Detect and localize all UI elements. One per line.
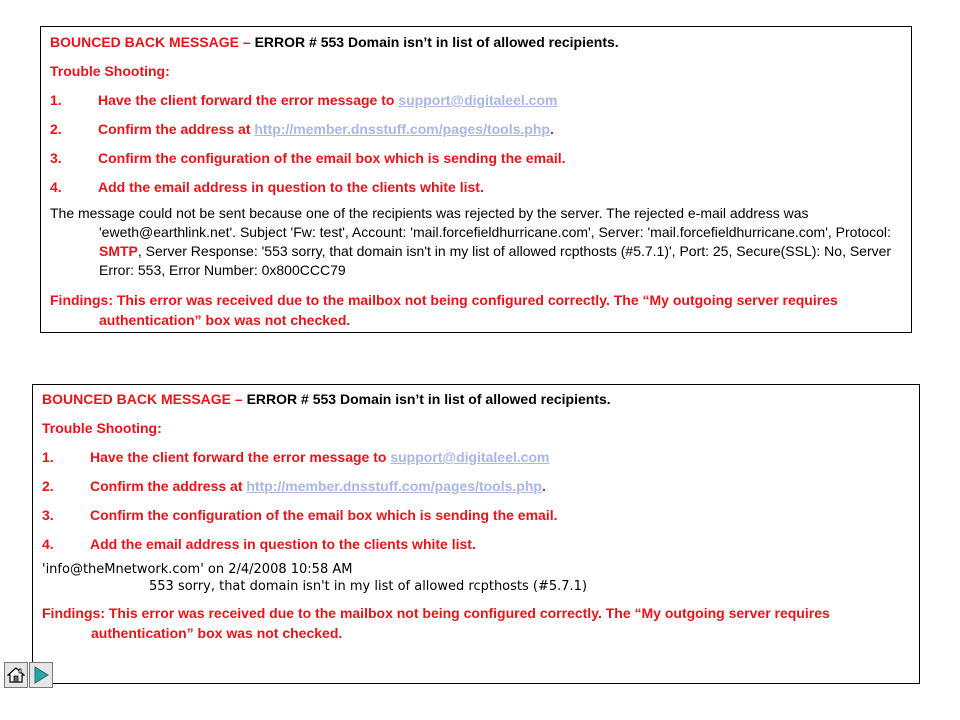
home-button[interactable] (4, 662, 28, 688)
step-4 (42, 536, 911, 553)
home-icon (7, 666, 25, 684)
step-3 (50, 150, 903, 167)
step-number: 1. (42, 449, 54, 465)
error-message-paragraph (50, 204, 903, 280)
step-2-text: Confirm the address at (90, 478, 247, 494)
next-slide-button[interactable] (29, 662, 53, 688)
step-2-end: . (549, 121, 554, 137)
step-2 (50, 121, 903, 138)
step-1-text: Have the client forward the error message to (90, 449, 391, 465)
slide-navigation (4, 662, 54, 688)
step-2-text: Confirm the address at (98, 121, 255, 137)
title-red: BOUNCED BACK MESSAGE – (50, 34, 251, 50)
step-1 (50, 92, 903, 109)
title-line (50, 34, 903, 51)
step-3-text: Confirm the configuration of the email box which is sending the email. (98, 150, 566, 166)
step-2 (42, 478, 911, 495)
protocol-smtp: SMTP (99, 243, 138, 259)
title-line (42, 391, 911, 408)
title-red: BOUNCED BACK MESSAGE – (42, 391, 243, 407)
log-line-2: 553 sorry, that domain isn't in my list of allowed rcpthosts (#5.7.1) (149, 579, 588, 594)
step-number: 3. (50, 150, 62, 166)
error-553-slide-box-2 (32, 384, 920, 684)
support-email-link[interactable]: support@digitaleel.com (398, 92, 558, 108)
step-text (90, 449, 549, 466)
title-black: ERROR # 553 Domain isn’t in list of allowed recipients. (242, 391, 611, 407)
step-number: 4. (50, 179, 62, 195)
bounce-log (42, 561, 911, 595)
findings-text: Findings: This error was received due to the mailbox not being configured correctly. The “My outgoing server requires authentication” box was not checked. (50, 292, 838, 328)
error-553-slide-box-1 (40, 26, 912, 333)
step-number: 2. (50, 121, 62, 137)
log-line-1: 'info@theMnetwork.com' on 2/4/2008 10:58 AM (42, 562, 353, 577)
message-part-a: The message could not be sent because one of the recipients was rejected by the server. The rejected e-mail address was 'eweth@earthlink.net'. Subject 'Fw: test', Account: 'mail.forcefieldhurricane.com', Server: 'mail.forcefieldhurricane.com', Protocol: (50, 205, 891, 240)
title-black: ERROR # 553 Domain isn’t in list of allowed recipients. (250, 34, 619, 50)
step-number: 2. (42, 478, 54, 494)
step-3-text: Confirm the configuration of the email box which is sending the email. (90, 507, 558, 523)
step-text (98, 92, 557, 109)
play-arrow-icon (32, 665, 50, 685)
step-1-text: Have the client forward the error message to (98, 92, 399, 108)
step-text (98, 121, 554, 138)
step-text (90, 478, 546, 495)
step-number: 1. (50, 92, 62, 108)
step-4-text: Add the email address in question to the clients white list. (98, 179, 484, 195)
step-number: 3. (42, 507, 54, 523)
dnsstuff-tools-link[interactable]: http://member.dnsstuff.com/pages/tools.php (246, 478, 542, 494)
support-email-link[interactable]: support@digitaleel.com (390, 449, 550, 465)
message-part-b: , Server Response: '553 sorry, that domain isn't in my list of allowed rcpthosts (#5.7.1)', Port: 25, Secure(SSL): No, Server Error: 553, Error Number: 0x800CCC79 (99, 243, 892, 278)
step-4-text: Add the email address in question to the clients white list. (90, 536, 476, 552)
step-1 (42, 449, 911, 466)
step-3 (42, 507, 911, 524)
step-4 (50, 179, 903, 196)
findings-text: Findings: This error was received due to the mailbox not being configured correctly. The “My outgoing server requires authentication” box was not checked. (42, 605, 830, 641)
troubleshooting-heading: Trouble Shooting: (50, 63, 170, 79)
step-number: 4. (42, 536, 54, 552)
troubleshooting-heading: Trouble Shooting: (42, 420, 162, 436)
dnsstuff-tools-link[interactable]: http://member.dnsstuff.com/pages/tools.php (254, 121, 550, 137)
step-2-end: . (541, 478, 546, 494)
